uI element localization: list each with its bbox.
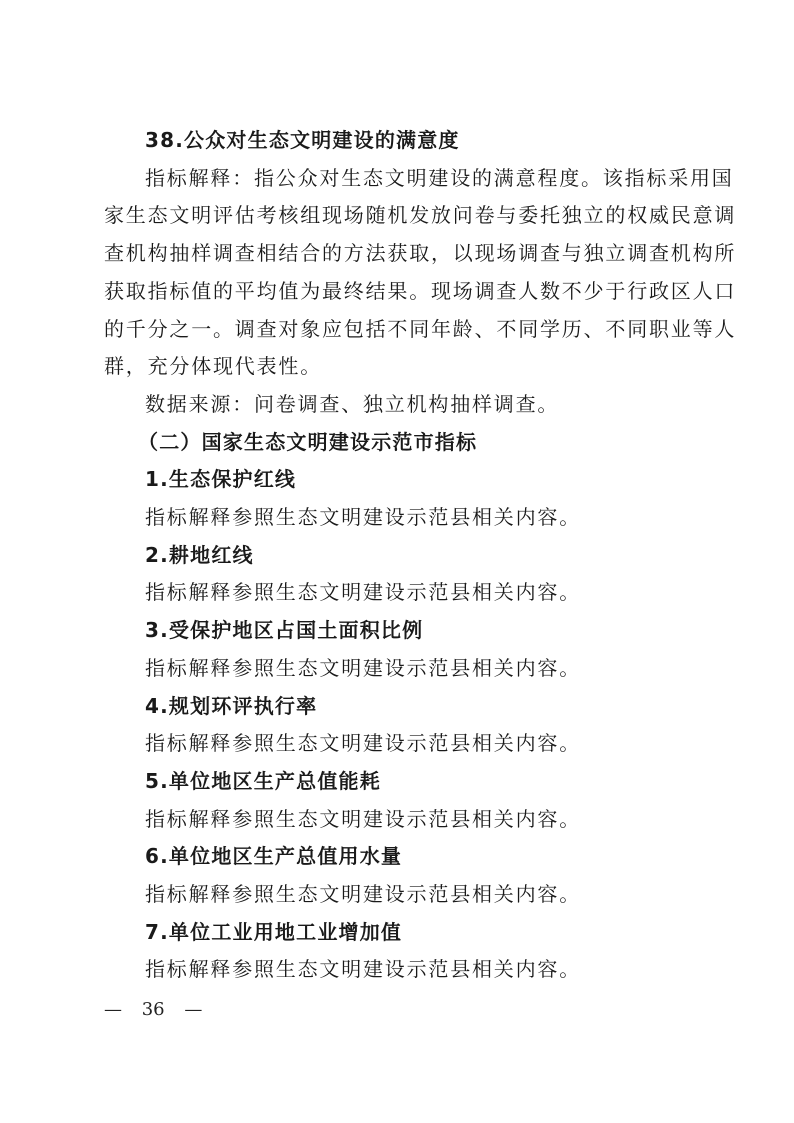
item-4-title: 4.规划环评执行率 [145,693,318,718]
page-footer [104,998,202,1022]
explanation-line: 的千分之一。调查对象应包括不同年龄、不同学历、不同职业等人 [104,316,737,341]
item-2-text: 指标解释参照生态文明建设示范县相关内容。 [145,580,581,605]
item-7-title: 7.单位工业用地工业增加值 [145,919,403,944]
footer-dash-right: — [184,999,203,1020]
item-2-title: 2.耕地红线 [145,542,254,567]
item-4-text: 指标解释参照生态文明建设示范县相关内容。 [145,731,581,756]
footer-dash-left: — [104,999,122,1020]
explanation-line: 指标解释：指公众对生态文明建设的满意程度。该指标采用国 [145,165,734,190]
page-number: 36 [141,999,165,1020]
section-38-source: 数据来源：问卷调查、独立机构抽样调查。 [145,391,560,416]
explanation-line: 家生态文明评估考核组现场随机发放问卷与委托独立的权威民意调 [104,203,737,228]
item-3-text: 指标解释参照生态文明建设示范县相关内容。 [145,655,581,680]
explanation-line: 群，充分体现代表性。 [104,354,322,379]
document-body [104,122,737,989]
item-5-title: 5.单位地区生产总值能耗 [145,768,381,793]
explanation-line: 查机构抽样调查相结合的方法获取，以现场调查与独立调查机构所 [104,241,737,266]
explanation-line: 获取指标值的平均值为最终结果。现场调查人数不少于行政区人口 [104,278,737,303]
section-38-heading: 38.公众对生态文明建设的满意度 [145,128,460,152]
item-6-text: 指标解释参照生态文明建设示范县相关内容。 [145,882,581,907]
section-2-heading: （二）国家生态文明建设示范市指标 [138,429,478,454]
item-6-title: 6.单位地区生产总值用水量 [145,844,403,869]
item-5-text: 指标解释参照生态文明建设示范县相关内容。 [145,806,581,831]
item-3-title: 3.受保护地区占国土面积比例 [145,618,424,643]
item-1-title: 1.生态保护红线 [145,467,297,492]
item-7-text: 指标解释参照生态文明建设示范县相关内容。 [145,957,581,982]
section-38-explanation [104,160,737,386]
item-1-text: 指标解释参照生态文明建设示范县相关内容。 [145,505,581,530]
